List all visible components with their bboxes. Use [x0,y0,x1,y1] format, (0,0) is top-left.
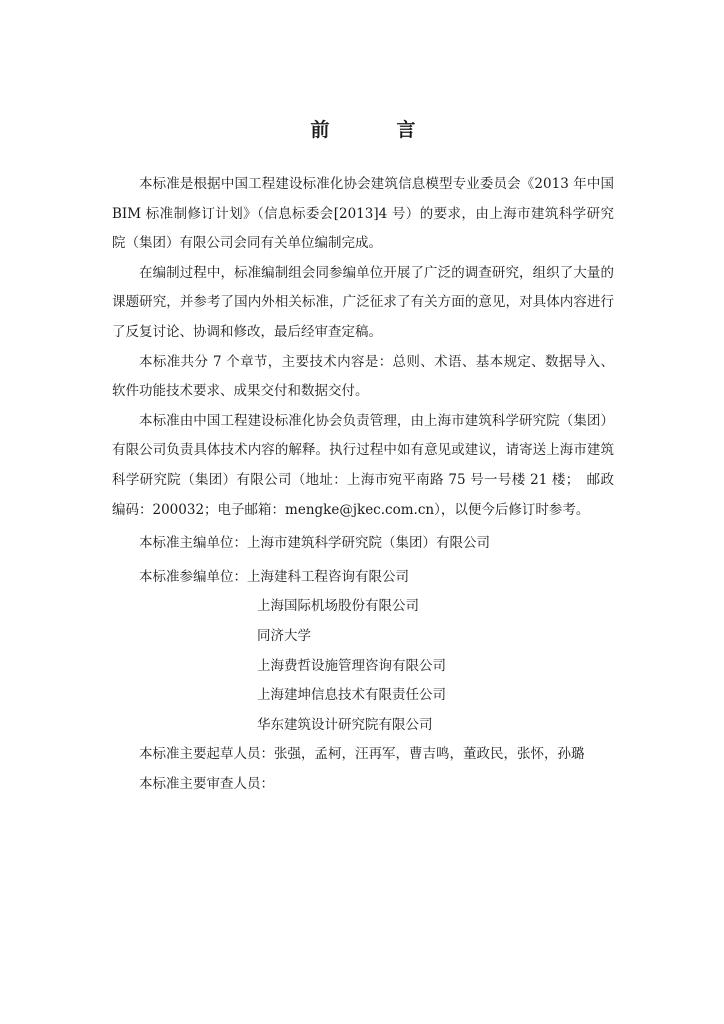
participating-unit-item: 华东建筑设计研究院有限公司 [257,716,433,733]
reviewers-row [112,770,614,800]
participating-units-label: 本标准参编单位： [139,568,247,585]
reviewers-label: 本标准主要审查人员： [139,775,274,792]
paragraph-basis: 本标准是根据中国工程建设标准化协会建筑信息模型专业委员会《2013 年中国 BIM 标准制修订计划》（信息标委会[2013]4 号）的要求，由上海市建筑科学研究院（集团）有限公司会同有关单位编制完成。 [112,176,614,252]
drafters-label: 本标准主要起草人员： [139,746,274,763]
chief-unit-value: 上海市建筑科学研究院（集团）有限公司 [247,535,490,552]
chief-unit-label: 本标准主编单位： [139,535,247,552]
participating-unit-item: 上海建科工程咨询有限公司 [247,568,409,585]
drafters-row [112,740,614,770]
paragraph-process: 在编制过程中，标准编制组会同参编单位开展了广泛的调查研究，组织了大量的课题研究，并参考了国内外相关标准，广泛征求了有关方面的意见，对具体内容进行了反复讨论、协调和修改，最后经审查定稿。 [112,264,614,340]
participating-units-list [112,592,614,740]
page-title: 前 言 [310,119,440,141]
chief-unit-row [112,529,614,559]
document-body [112,170,614,799]
paragraph-management: 本标准由中国工程建设标准化协会负责管理，由上海市建筑科学研究院（集团）有限公司负责具体技术内容的解释。执行过程中如有意见或建议，请寄送上海市建筑科学研究院（集团）有限公司（地址：上海市宛平南路 75 号一号楼 21 楼； 邮政编码：200032；电子邮箱：mengke@jkec.com.cn），以便今后修订时参考。 [112,412,614,518]
participating-unit-item: 上海国际机场股份有限公司 [257,598,419,615]
drafters-value: 张强，孟柯，汪再军，曹吉鸣，董政民，张怀，孙璐 [274,746,585,763]
participating-units-row [112,563,614,593]
participating-unit-item: 上海费哲设施管理咨询有限公司 [257,657,446,674]
paragraph-contents: 本标准共分 7 个章节，主要技术内容是：总则、术语、基本规定、数据导入、软件功能技术要求、成果交付和数据交付。 [112,353,614,400]
participating-unit-item: 同济大学 [257,627,311,644]
participating-unit-item: 上海建坤信息技术有限责任公司 [257,687,446,704]
